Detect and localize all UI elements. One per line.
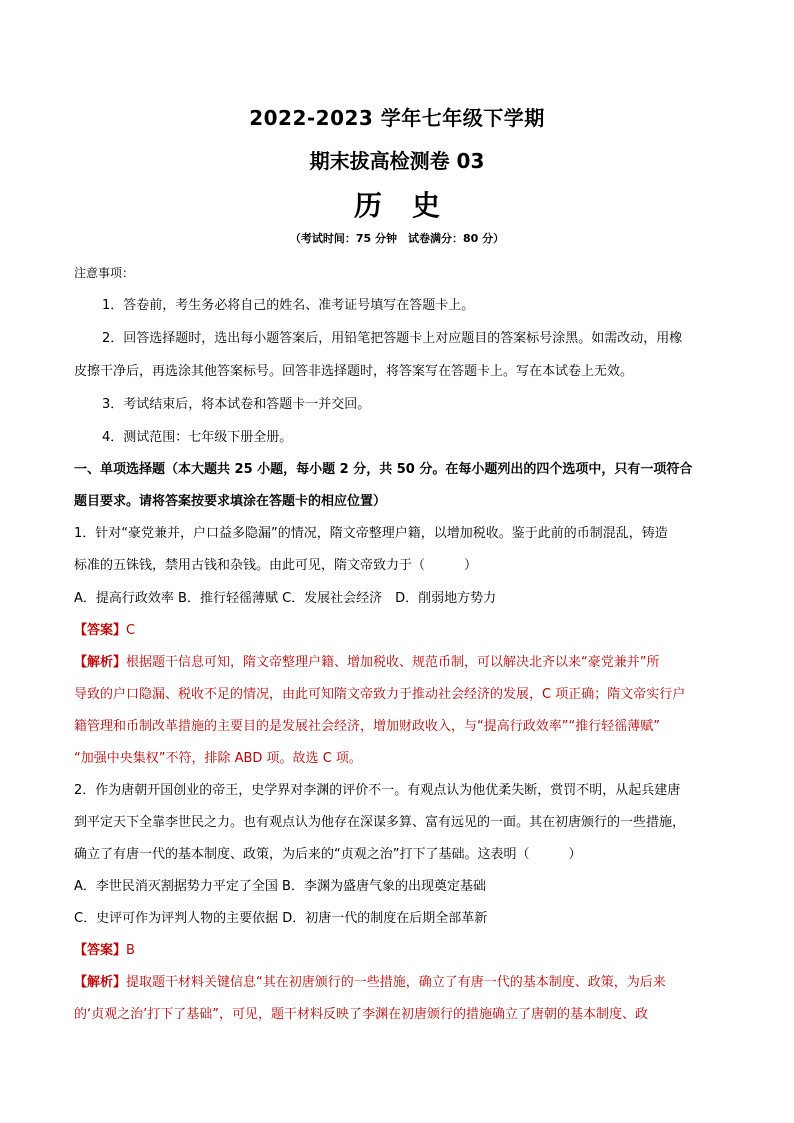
notice-item-1: 1．答卷前，考生务必将自己的姓名、准考证号填写在答题卡上。 — [102, 298, 475, 313]
notice-item-4: 4．测试范围：七年级下册全册。 — [102, 430, 293, 445]
answer-label: 【答案】 — [74, 623, 127, 638]
notice-heading: 注意事项： — [74, 266, 135, 280]
exam-subtitle: 期末拔高检测卷 03 — [309, 149, 485, 173]
notice-item-2-line-2: 皮擦干净后，再选涂其他答案标号。回答非选择题时，将答案写在答题卡上。写在本试卷上无效。 — [74, 364, 634, 379]
q1-analysis-line-3: 籍管理和币制改革措施的主要目的是发展社会经济，增加财政收入，与“提高行政效率”“推行轻徭薄赋” — [74, 719, 660, 734]
exam-title: 2022-2023 学年七年级下学期 — [249, 106, 545, 130]
q2-analysis-line-1 — [74, 975, 666, 991]
q2-answer — [74, 943, 135, 959]
exam-info: （考试时间：75 分钟 试卷满分：80 分） — [289, 232, 505, 245]
answer-value: C — [126, 623, 136, 638]
q1-options: A．提高行政效率 B．推行轻徭薄赋 C．发展社会经济 D．削弱地方势力 — [74, 591, 497, 606]
q2-stem-line-3: 确立了有唐一代的基本制度、政策，为后来的“贞观之治”打下了基础。这表明（ ） — [74, 847, 582, 862]
notice-item-3: 3．考试结束后，将本试卷和答题卡一并交回。 — [102, 397, 371, 412]
q1-stem-line-1: 1．针对“豪党兼并，户口益多隐漏”的情况，隋文帝整理户籍，以增加税收。鉴于此前的币制混乱，铸造 — [74, 526, 668, 541]
q2-stem-line-1: 2．作为唐朝开国创业的帝王，史学界对李渊的评价不一。有观点认为他优柔失断，赏罚不明，从起兵建唐 — [74, 783, 681, 798]
q1-analysis-line-4: “加强中央集权”不符，排除 ABD 项。故选 C 项。 — [74, 751, 362, 766]
analysis-label: 【解析】 — [74, 975, 127, 990]
subject-title: 历史 — [353, 189, 470, 222]
q2-analysis-line-2: 的‘贞观之治’打下了基础”，可见，题干材料反映了李渊在初唐颁行的措施确立了唐朝的基本制度、政 — [74, 1007, 649, 1022]
analysis-text: 根据题干信息可知，隋文帝整理户籍、增加税收、规范币制，可以解决北齐以来“豪党兼并”所 — [126, 655, 660, 670]
analysis-label: 【解析】 — [74, 655, 127, 670]
q2-options-cd: C．史评可作为评判人物的主要依据 D．初唐一代的制度在后期全部革新 — [74, 911, 488, 926]
section-heading-line-1: 一、单项选择题（本大题共 25 小题，每小题 2 分，共 50 分。在每小题列出的四个选项中，只有一项符合 — [74, 462, 693, 477]
notice-item-2-line-1: 2．回答选择题时，选出每小题答案后，用铅笔把答题卡上对应题目的答案标号涂黑。如需改动，用橡 — [102, 331, 683, 346]
q1-analysis-line-1 — [74, 655, 660, 671]
analysis-text: 提取题干材料关键信息“其在初唐颁行的一些措施，确立了有唐一代的基本制度、政策，为后来 — [126, 975, 666, 990]
q1-analysis-line-2: 导致的户口隐漏、税收不足的情况，由此可知隋文帝致力于推动社会经济的发展，C 项正确；隋文帝实行户 — [74, 687, 686, 702]
q1-answer — [74, 623, 135, 639]
q1-stem-line-2: 标准的五铢钱，禁用古钱和杂钱。由此可见，隋文帝致力于（ ） — [74, 558, 478, 573]
q2-options-ab: A．李世民消灭割据势力平定了全国 B．李渊为盛唐气象的出现奠定基础 — [74, 879, 486, 894]
q2-stem-line-2: 到平定天下全靠李世民之力。也有观点认为他存在深谋多算、富有远见的一面。其在初唐颁行的一些措施， — [74, 815, 686, 830]
answer-value: B — [126, 943, 135, 958]
section-heading-line-2: 题目要求。请将答案按要求填涂在答题卡的相应位置） — [74, 494, 387, 509]
answer-label: 【答案】 — [74, 943, 127, 958]
